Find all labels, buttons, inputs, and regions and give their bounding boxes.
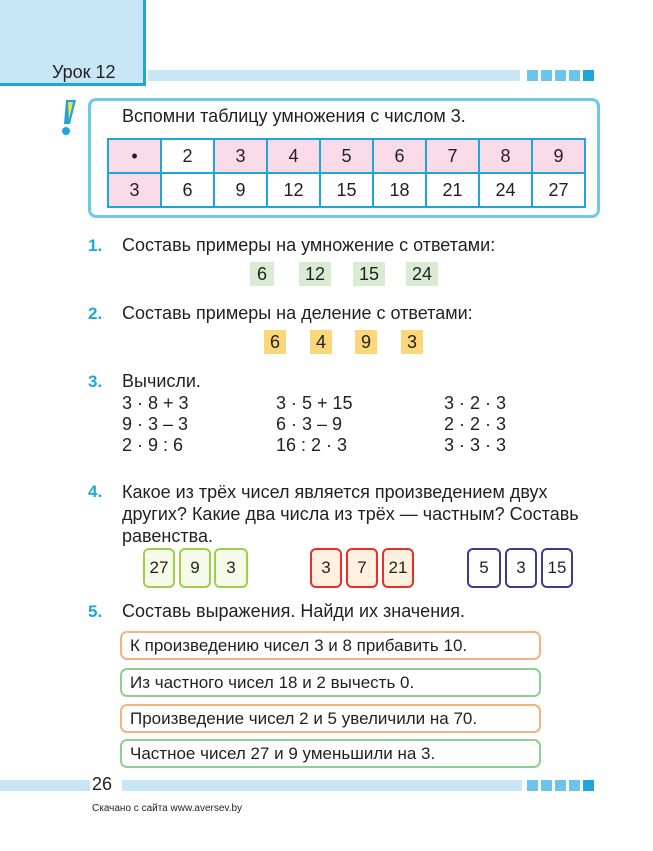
decor-square [569, 70, 580, 81]
footer-bar-left [0, 780, 90, 791]
number-card: 3 [505, 548, 537, 588]
lesson-title: Урок 12 [52, 62, 116, 82]
header-squares [527, 70, 594, 81]
task-line: Какое из трёх чисел является произведением двух [122, 482, 548, 502]
table-cell: 8 [479, 139, 532, 173]
answer-chip: 6 [264, 330, 286, 354]
table-cell: 15 [320, 173, 373, 207]
phrase-box: Из частного чисел 18 и 2 вычесть 0. [120, 668, 541, 697]
answer-chip: 24 [406, 262, 438, 286]
answer-chip: 12 [299, 262, 331, 286]
task-5-text: Составь выражения. Найди их значения. [122, 601, 465, 621]
table-cell: 3 [108, 173, 161, 207]
task-1-text: Составь примеры на умножение с ответами: [122, 235, 496, 255]
task-5-number: 5. [88, 602, 103, 621]
table-cell: 7 [426, 139, 479, 173]
table-cell: 24 [479, 173, 532, 207]
table-cell: 3 [214, 139, 267, 173]
footer-squares [527, 780, 594, 791]
decor-square [527, 70, 538, 81]
exclamation-icon [58, 98, 80, 138]
task-3-text: Вычисли. [122, 371, 201, 391]
decor-square [569, 780, 580, 791]
table-cell: 12 [267, 173, 320, 207]
task-line: других? Какие два числа из трёх — частным? Составь [122, 504, 579, 524]
expression: 16 : 2 · 3 [276, 435, 348, 455]
multiplication-table [107, 138, 586, 208]
expression: 2 · 9 : 6 [122, 435, 184, 455]
number-card: 3 [214, 548, 248, 588]
decor-square [583, 70, 594, 81]
number-card: 27 [143, 548, 175, 588]
table-cell: • [108, 139, 161, 173]
table-row [108, 139, 585, 173]
table-cell: 2 [161, 139, 214, 173]
table-row [108, 173, 585, 207]
expression: 3 · 8 + 3 [122, 393, 189, 413]
task-4-text [122, 481, 579, 547]
task-1-number: 1. [88, 236, 103, 255]
task-2-text: Составь примеры на деление с ответами: [122, 303, 473, 323]
expression: 2 · 2 · 3 [444, 414, 507, 434]
table-cell: 9 [214, 173, 267, 207]
task-4-number: 4. [88, 482, 103, 501]
expression: 3 · 5 + 15 [276, 393, 353, 413]
expression: 3 · 2 · 3 [444, 393, 507, 413]
task-2-number: 2. [88, 304, 103, 323]
decor-square [555, 70, 566, 81]
number-card: 3 [310, 548, 342, 588]
header-bar [148, 70, 520, 81]
table-cell: 5 [320, 139, 373, 173]
footer-bar [122, 780, 522, 791]
page-number: 26 [92, 774, 113, 794]
answer-chip: 9 [355, 330, 377, 354]
expression-column-2 [276, 393, 353, 456]
expression: 3 · 3 · 3 [444, 435, 507, 455]
table-cell: 9 [532, 139, 585, 173]
table-cell: 4 [267, 139, 320, 173]
task-line: равенства. [122, 526, 213, 546]
table-cell: 21 [426, 173, 479, 207]
number-card: 21 [382, 548, 414, 588]
table-cell: 6 [161, 173, 214, 207]
number-card: 9 [179, 548, 211, 588]
table-cell: 18 [373, 173, 426, 207]
expression: 9 · 3 – 3 [122, 414, 189, 434]
phrase-box: Частное чисел 27 и 9 уменьшили на 3. [120, 739, 541, 768]
expression-column-1 [122, 393, 189, 456]
number-card: 7 [346, 548, 378, 588]
decor-square [527, 780, 538, 791]
site-link[interactable]: Скачано с сайта www.aversev.by [92, 803, 243, 814]
expression-column-3 [444, 393, 506, 456]
phrase-box: К произведению чисел 3 и 8 прибавить 10. [120, 631, 541, 660]
answer-chip: 4 [310, 330, 332, 354]
decor-square [541, 70, 552, 81]
number-card: 5 [467, 548, 501, 588]
table-cell: 27 [532, 173, 585, 207]
answer-chip: 6 [250, 262, 274, 286]
answer-chip: 3 [401, 330, 423, 354]
phrase-box: Произведение чисел 2 и 5 увеличили на 70. [120, 704, 541, 733]
table-cell: 6 [373, 139, 426, 173]
number-card: 15 [541, 548, 573, 588]
reminder-text: Вспомни таблицу умножения с числом 3. [122, 106, 466, 126]
decor-square [541, 780, 552, 791]
decor-square [583, 780, 594, 791]
expression: 6 · 3 – 9 [276, 414, 343, 434]
answer-chip: 15 [353, 262, 385, 286]
task-3-number: 3. [88, 372, 103, 391]
decor-square [555, 780, 566, 791]
